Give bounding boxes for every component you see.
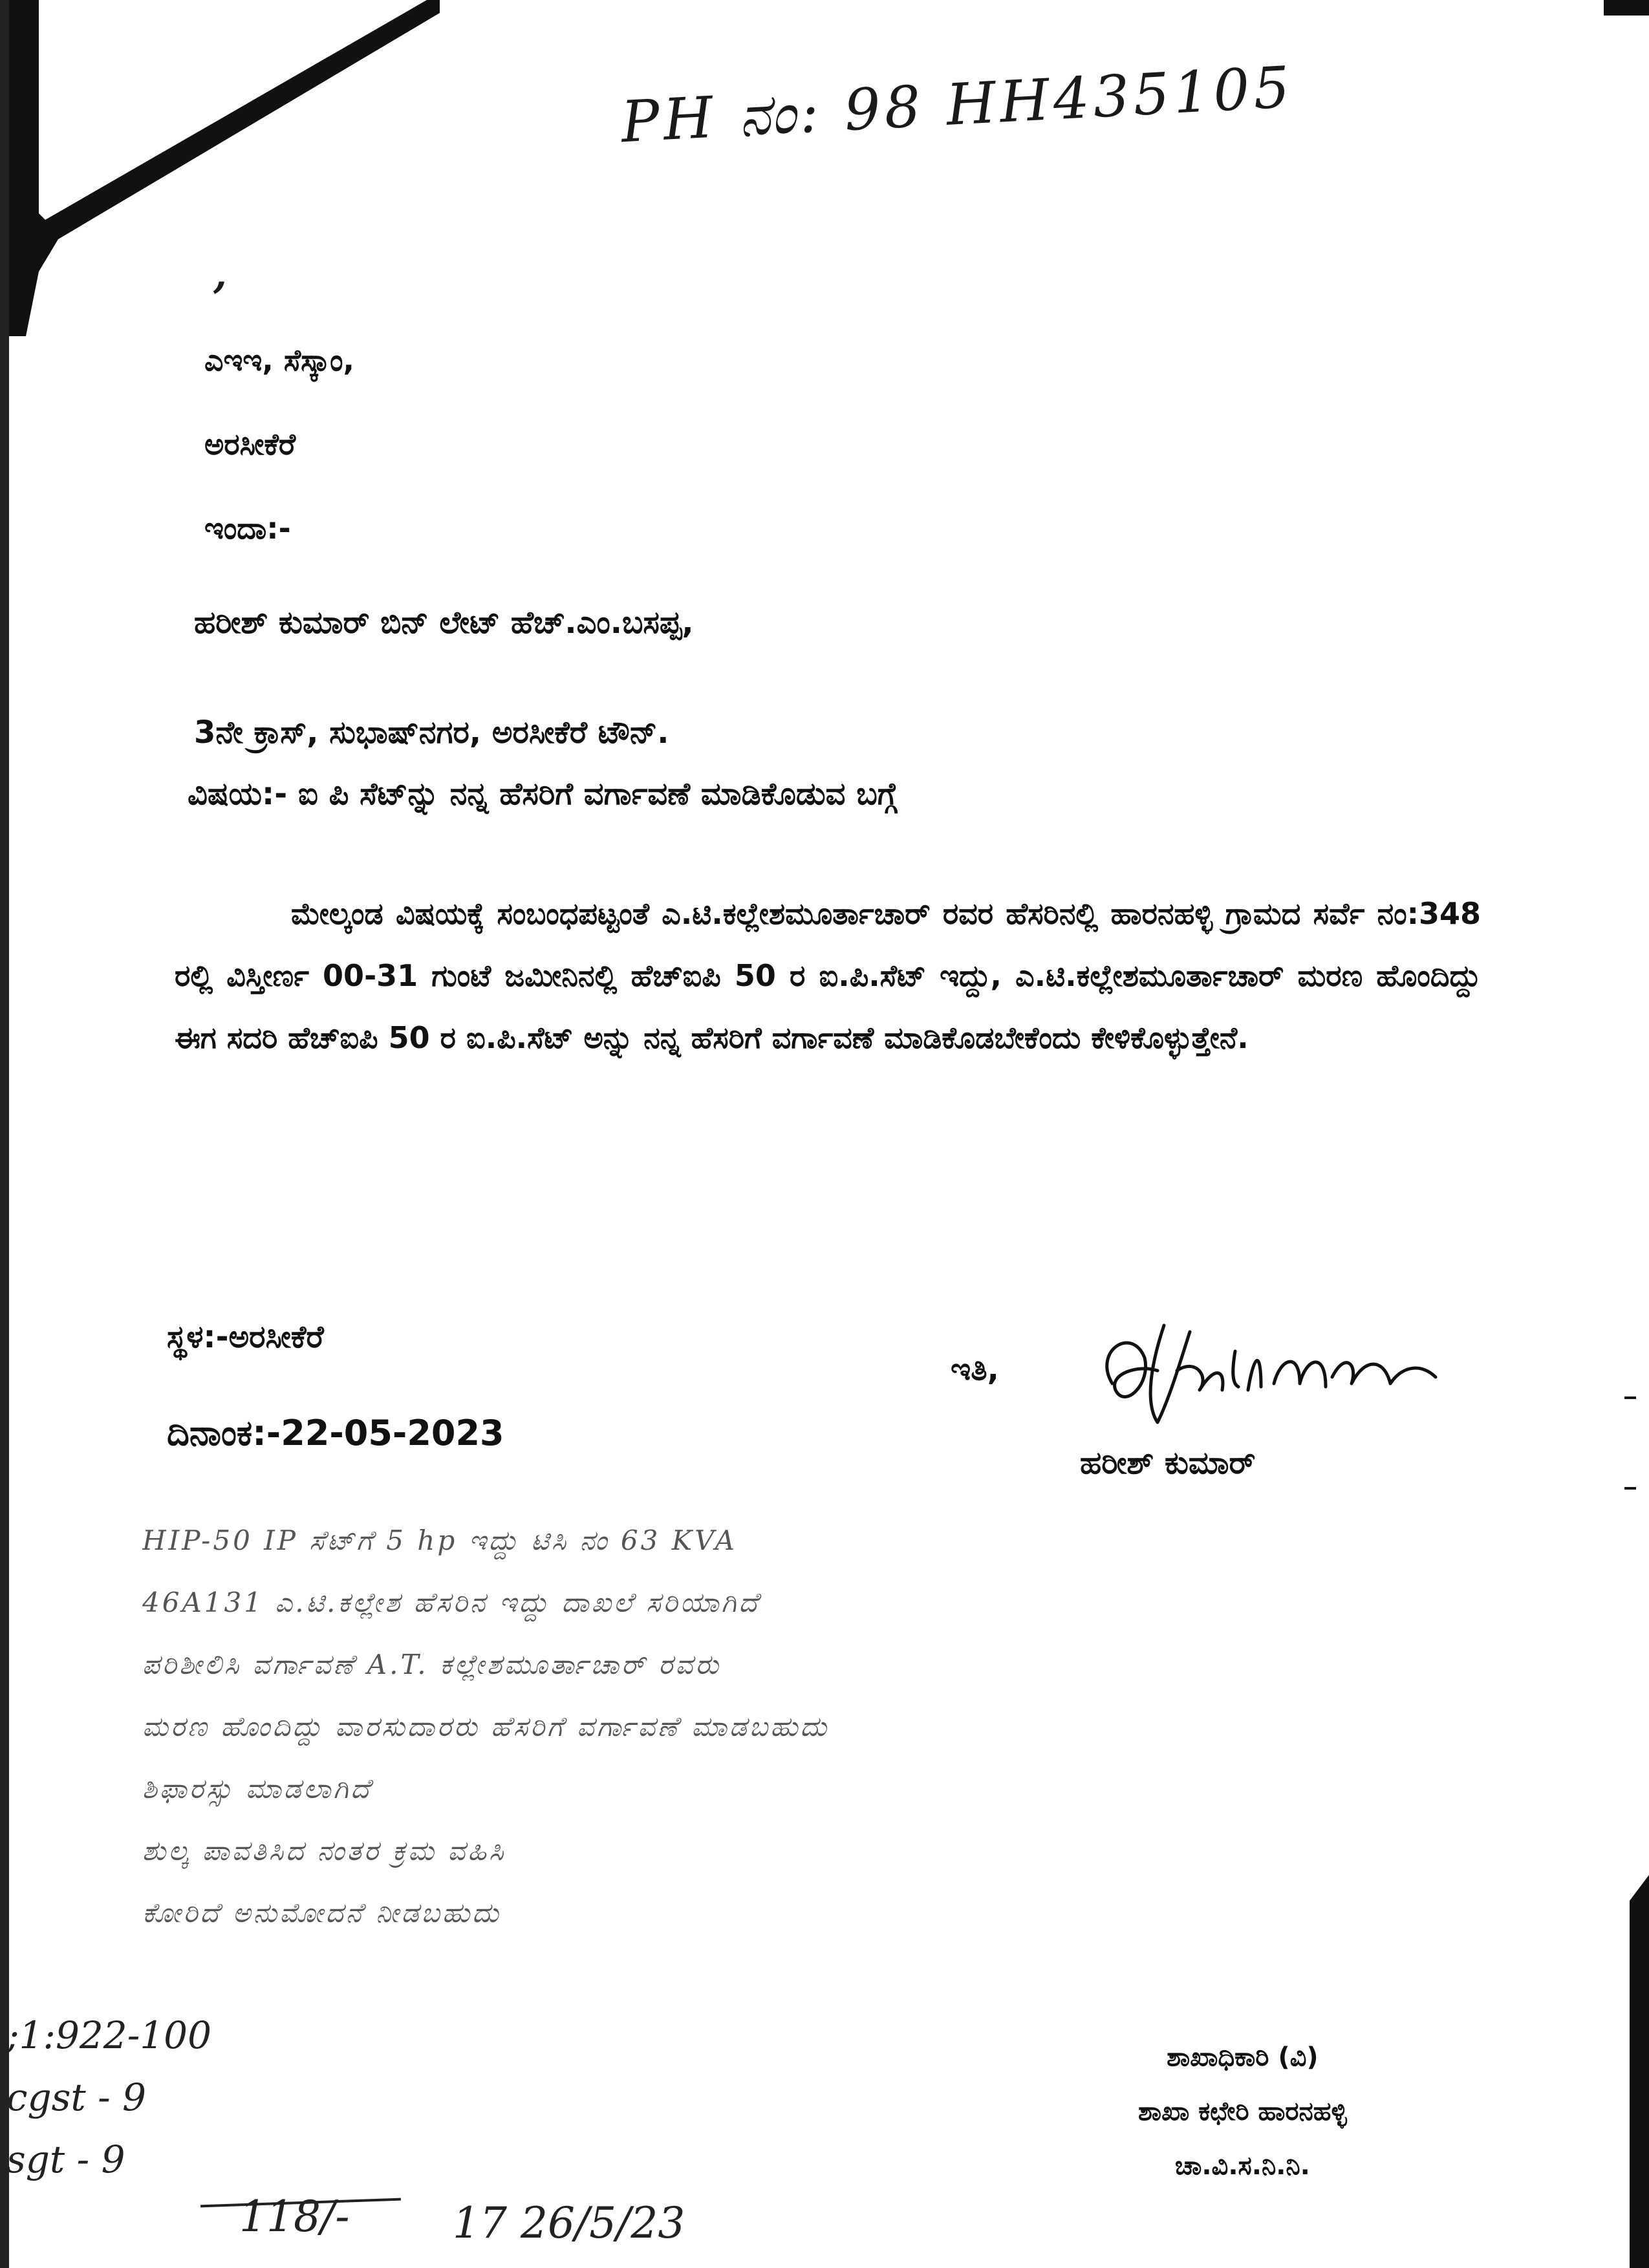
- handwritten-date: 17 26/5/23: [453, 2198, 685, 2248]
- office-stamp: [1138, 2030, 1347, 2193]
- recipient-line-2: ಅರಸೀಕೆರೆ: [204, 427, 296, 462]
- handwritten-signature: [1086, 1312, 1449, 1429]
- letter-body: ಮೇಲ್ಕಂಡ ವಿಷಯಕ್ಕೆ ಸಂಬಂಧಪಟ್ಟಂತೆ ಎ.ಟಿ.ಕಲ್ಲೇಶಮೂರ್ತಾಚಾರ್ ರವರ ಹೆಸರಿನಲ್ಲಿ ಹಾರನಹಳ್ಳಿ ಗ್ರಾಮದ ಸರ್ವೆ ನಂ:348 ರಲ್ಲಿ ವಿಸ್ತೀರ್ಣ 00-31 ಗುಂಟೆ ಜಮೀನಿನಲ್ಲಿ ಹೆಚ್‌ಐಪಿ 50 ರ ಐ.ಪಿ.ಸೆಟ್ ಇದ್ದು, ಎ.ಟಿ.ಕಲ್ಲೇಶಮೂರ್ತಾಚಾರ್ ಮರಣ ಹೊಂದಿದ್ದು ಈಗ ಸದರಿ ಹೆಚ್‌ಐಪಿ 50 ರ ಐ.ಪಿ.ಸೆಟ್ ಅನ್ನು ನನ್ನ ಹೆಸರಿಗೆ ವರ್ಗಾವಣೆ ಮಾಡಿಕೊಡಬೇಕೆಂದು ಕೇಳಿಕೊಳ್ಳುತ್ತೇನೆ.: [175, 896, 1481, 1055]
- date-line: ದಿನಾಂಕ:-22-05-2023: [167, 1413, 504, 1453]
- closing-text: ಇತಿ,: [951, 1351, 999, 1387]
- handwritten-total: 118/-: [239, 2192, 350, 2241]
- handwritten-note-line: 46A131 ಎ.ಟಿ.ಕಲ್ಲೇಶ ಹೆಸರಿನ ಇದ್ದು ದಾಖಲೆ ಸರಿಯಾಗಿದೆ: [142, 1587, 760, 1618]
- handwritten-notes: [142, 1510, 1500, 1944]
- handwritten-note-line: ಶುಲ್ಕ ಪಾವತಿಸಿದ ನಂತರ ಕ್ರಮ ವಹಿಸಿ: [142, 1835, 506, 1867]
- office-company: ಚಾ.ವಿ.ಸ.ನಿ.ನಿ.: [1174, 2151, 1310, 2181]
- handwritten-calculation: [6, 2004, 211, 2190]
- calc-line: ;1:922-100: [6, 2013, 211, 2057]
- handwritten-note-line: ಮರಣ ಹೊಂದಿದ್ದು ವಾರಸುದಾರರು ಹೆಸರಿಗೆ ವರ್ಗಾವಣೆ ಮಾಡಬಹುದು: [142, 1711, 830, 1742]
- calc-line: sgt - 9: [6, 2137, 125, 2181]
- handwritten-note-line: ಶಿಫಾರಸ್ಸು ಮಾಡಲಾಗಿದೆ: [142, 1773, 372, 1804]
- office-name: ಶಾಖಾ ಕಛೇರಿ ಹಾರನಹಳ್ಳಿ: [1138, 2097, 1347, 2126]
- scan-left-edge: [0, 0, 9, 2268]
- sender-name-line: ಹರೀಶ್ ಕುಮಾರ್ ಬಿನ್ ಲೇಟ್ ಹೆಚ್.ಎಂ.ಬಸಪ್ಪ,: [194, 604, 694, 641]
- margin-tick: [1624, 1396, 1636, 1399]
- subject-line: ವಿಷಯ:- ಐ ಪಿ ಸೆಟ್‌ನ್ನು ನನ್ನ ಹೆಸರಿಗೆ ವರ್ಗಾವಣೆ ಮಾಡಿಕೊಡುವ ಬಗ್ಗೆ: [188, 776, 898, 812]
- calc-line: cgst - 9: [6, 2075, 147, 2119]
- recipient-line-1: ಎಇಇ, ಸೆಸ್ಕಾಂ,: [204, 343, 354, 378]
- sender-address-line: 3ನೇ ಕ್ರಾಸ್, ಸುಭಾಷ್‌ನಗರ, ಅರಸೀಕೆರೆ ಟೌನ್.: [194, 714, 669, 751]
- office-designation: ಶಾಖಾಧಿಕಾರಿ (ವಿ): [1167, 2042, 1319, 2072]
- handwritten-note-line: ಕೋರಿದೆ ಅನುಮೋದನೆ ನೀಡಬಹುದು: [142, 1897, 501, 1929]
- handwritten-reference: PH ನಂ: 98 HH435105: [619, 53, 1295, 156]
- handwritten-mark: ,: [213, 252, 227, 297]
- handwritten-note-line: ಪರಿಶೀಲಿಸಿ ವರ್ಗಾವಣೆ A.T. ಕಲ್ಲೇಶಮೂರ್ತಾಚಾರ್ ರವರು: [142, 1649, 721, 1680]
- margin-tick: [1624, 1487, 1636, 1490]
- place-line: ಸ್ಥಳ:-ಅರಸೀಕೆರೆ: [167, 1319, 324, 1355]
- from-label: ಇಂದಾ:-: [204, 511, 291, 546]
- signatory-name: ಹರೀಶ್ ಕುಮಾರ್: [1080, 1445, 1256, 1481]
- handwritten-note-line: HIP-50 IP ಸೆಟ್‌ಗೆ 5 hp ಇದ್ದು ಟಿಸಿ ನಂ 63 KVA: [142, 1524, 737, 1556]
